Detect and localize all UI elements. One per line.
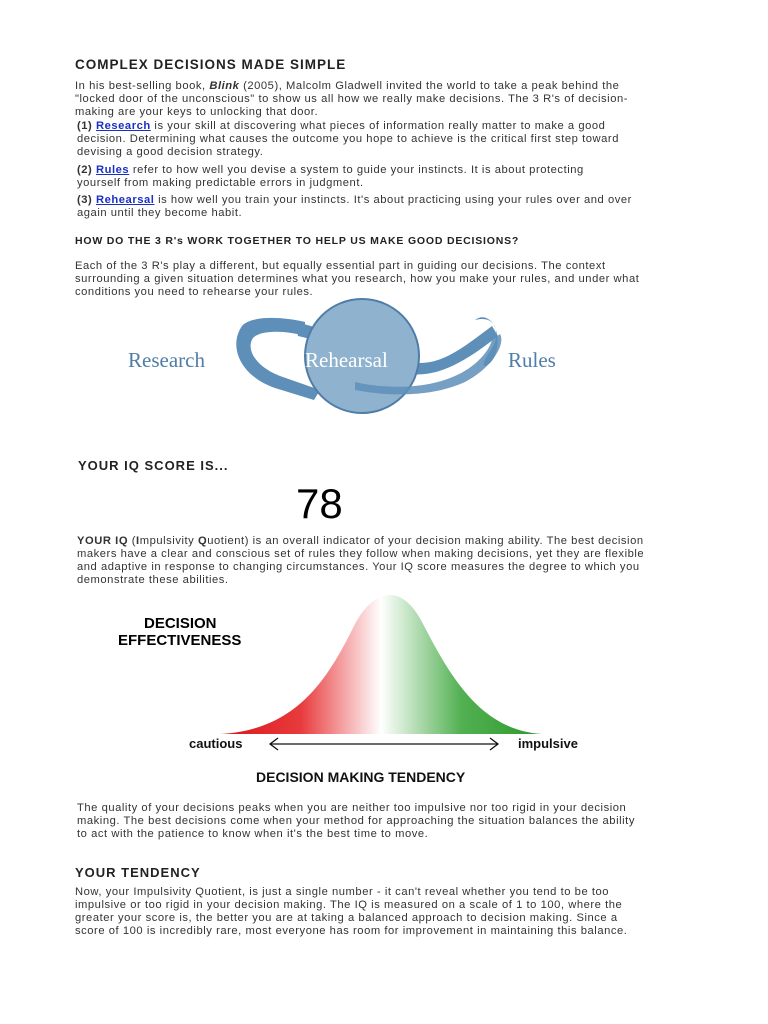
decision-curve-graphic: [110, 584, 590, 790]
iq-desc-bold-2: I: [136, 535, 140, 547]
three-rs-diagram: [120, 296, 580, 418]
r-description: refer to how well you devise a system to guide your instincts. It is about protecting yourself from making predictable errors in judgment.: [77, 164, 584, 189]
bell-curve: [110, 584, 590, 790]
iq-desc-text-2: mpulsivity: [139, 535, 198, 547]
axis-title: DECISION MAKING TENDENCY: [256, 769, 466, 785]
iq-desc-bold-3: Q: [197, 535, 208, 547]
research-link[interactable]: Research: [95, 120, 151, 132]
impulsive-label: impulsive: [518, 736, 578, 751]
r-number: (2): [77, 164, 96, 176]
intro-paragraph: [75, 80, 655, 119]
cautious-label: cautious: [189, 736, 243, 751]
rules-label: Rules: [508, 348, 556, 372]
infinity-diagram: [120, 296, 580, 418]
page-title: COMPLEX DECISIONS MADE SIMPLE: [75, 57, 347, 72]
r-item-research: [77, 120, 637, 159]
iq-desc-text-3: uotient) is an overall indicator of your decision making ability. The best decision makers have a clear and conscious set of rules they follow when making decisions, yet they are flexible and adaptive in response to changing circumstances. Your IQ score measures the degree to which you demonstrate these abilities.: [77, 535, 645, 586]
iq-heading: YOUR IQ SCORE IS...: [78, 458, 229, 473]
r-number: (3): [77, 194, 96, 206]
research-label: Research: [128, 348, 205, 372]
quality-paragraph: The quality of your decisions peaks when you are neither too impulsive nor too rigid in your decision making. The best decisions come when your method for approaching the situation balances the ability to act with the patience to know when it's the best time to move.: [77, 802, 635, 840]
r-number: (1): [77, 120, 96, 132]
intro-post: (2005), Malcolm Gladwell invited the world to take a peak behind the "locked door of the unconscious" to show us all how we really make decisions. The 3 R's of decision-making are your keys to unlocking that door.: [75, 80, 629, 118]
tendency-heading: YOUR TENDENCY: [75, 865, 201, 880]
r-description: is your skill at discovering what pieces of information really matter to make a good decision. Determining what causes the outcome you hope to achieve is the critical first step toward devising a good decision strategy.: [77, 120, 619, 158]
rehearsal-link[interactable]: Rehearsal: [95, 194, 155, 206]
iq-description: [77, 535, 647, 587]
rehearsal-label: Rehearsal: [305, 348, 388, 372]
curve-title-line1: DECISION: [144, 615, 217, 632]
curve-title-line2: EFFECTIVENESS: [118, 632, 242, 649]
iq-desc-bold-1: YOUR IQ: [77, 535, 129, 547]
iq-score: 78: [296, 480, 343, 527]
section-question: HOW DO THE 3 R's WORK TOGETHER TO HELP US MAKE GOOD DECISIONS?: [75, 235, 520, 247]
rules-link[interactable]: Rules: [95, 164, 130, 176]
bell-curve-shape: [220, 595, 542, 734]
iq-desc-text-1: (: [128, 535, 137, 547]
together-paragraph: Each of the 3 R's play a different, but equally essential part in guiding our decisions. The context surrounding a given situation determines what you research, how you make your rules, and under what conditions you need to rehearse your rules.: [75, 260, 640, 298]
r-item-rehearsal: [77, 194, 637, 220]
book-title: Blink: [209, 80, 240, 92]
tendency-paragraph: Now, your Impulsivity Quotient, is just a single number - it can't reveal whether you tend to be too impulsive or too rigid in your decision making. The IQ is measured on a scale of 1 to 100, where the greater your score is, the better you are at taking a balanced approach to decision making. Since a score of 100 is incredibly rare, most everyone has room for improvement in maintaining this balance.: [75, 886, 628, 937]
intro-pre: In his best-selling book,: [75, 80, 210, 92]
r-item-rules: [77, 164, 617, 190]
r-description: is how well you train your instincts. It's about practicing using your rules over and over again until they become habit.: [77, 194, 632, 219]
